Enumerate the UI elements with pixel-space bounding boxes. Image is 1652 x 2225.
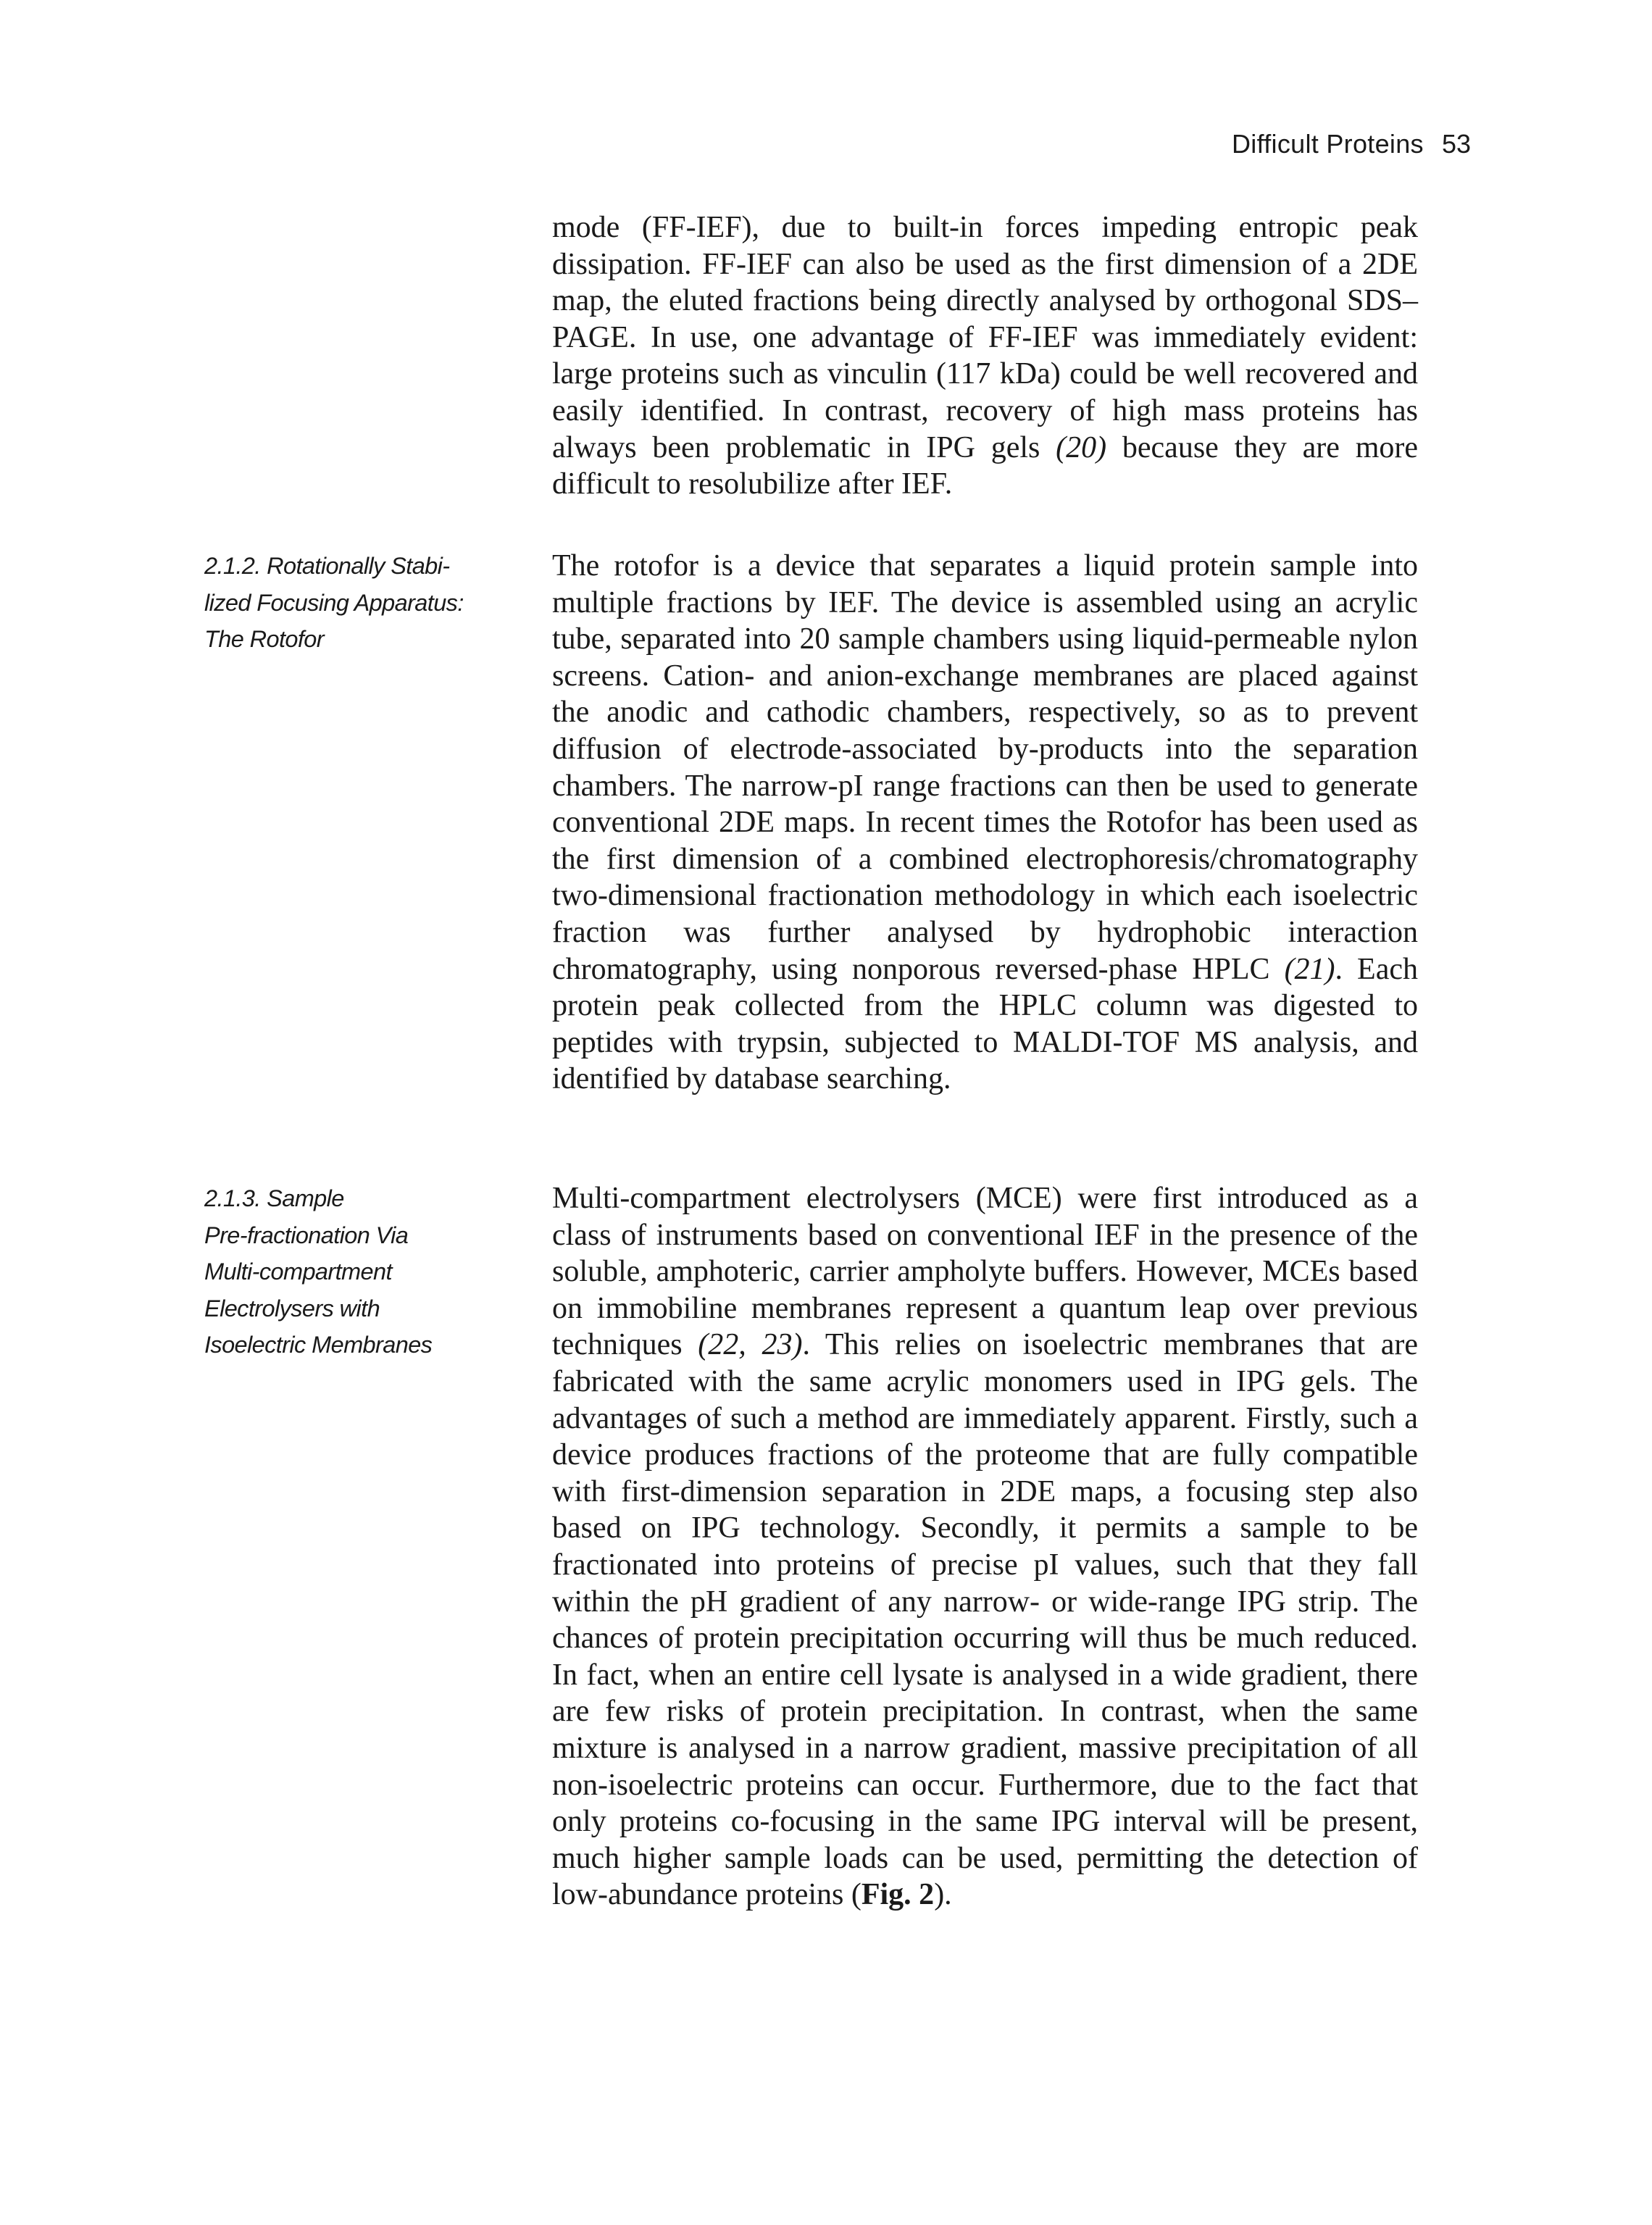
heading-line: The Rotofor xyxy=(204,626,325,653)
figure-reference: Fig. 2 xyxy=(861,1878,935,1912)
heading-line: 2.1.2. Rotationally Stabi- xyxy=(204,553,450,579)
section-heading-2-1-3 xyxy=(204,1180,487,1364)
running-header xyxy=(1232,129,1471,172)
text-run: mode (FF-IEF), due to built-in forces impeding entropic peak dissipation. FF-IEF can also be used as the first dimension of a 2DE map, the eluted fractions being directly analysed by orthogonal SDS–PAGE. In use, one advantage of FF-IEF was immediately evident: large proteins such as vinculin (117 kDa) could be well recovered and easily identified. In contrast, recovery of high mass proteins has always been problematic in IPG gels xyxy=(552,211,1418,464)
text-run: The rotofor is a device that separates a liquid protein sample into multiple fractions by IEF. The device is assembled using an acrylic tube, separated into 20 sample chambers using liquid-permeable nylon screens. Cation- and anion-exchange membranes are placed against the anodic and cathodic chambers, respectively, so as to prevent diffusion of electrode-associated by-products into the separation chambers. The narrow-pI range fractions can then be used to generate conventional 2DE maps. In recent times the Rotofor has been used as the first dimension of a combined electrophoresis/chromatography two-dimensional fractionation methodology in which each isoelectric fraction was further analysed by hydrophobic interaction chromatography, using nonporous reversed-phase HPLC xyxy=(552,549,1418,986)
citation: (20) xyxy=(1056,430,1107,464)
citation: (22, 23) xyxy=(698,1328,803,1362)
text-run: ). xyxy=(934,1878,952,1912)
text-run: Multi-compartment electrolysers (MCE) were first introduced as a class of instruments based on conventional IEF in the presence of the soluble, amphoteric, carrier ampholyte buffers. However, MCEs based on immobiline membranes represent a quantum leap over previous techniques xyxy=(552,1182,1418,1362)
paragraph-mce xyxy=(552,1180,1418,1913)
heading-line: Electrolysers with xyxy=(204,1295,380,1322)
heading-line: Pre-fractionation Via xyxy=(204,1222,409,1248)
text-run: . This relies on isoelectric membranes that are fabricated with the same acrylic monomers used in IPG gels. The advantages of such a method are immediately apparent. Firstly, such a device produces fractions of the proteome that are fully compatible with first-dimension separation in 2DE maps, a focusing step also based on IPG technology. Secondly, it permits a sample to be fractionated into proteins of precise pI values, such that they fall within the pH gradient of any narrow- or wide-range IPG strip. The chances of protein precipitation occurring will thus be much reduced. In fact, when an entire cell lysate is analysed in a wide gradient, there are few risks of protein precipitation. In contrast, when the same mixture is analysed in a narrow gradient, massive precipitation of all non-isoelectric proteins can occur. Furthermore, due to the fact that only proteins co-focusing in the same IPG interval will be present, much higher sample loads can be used, permitting the detection of low-abundance proteins ( xyxy=(552,1328,1418,1912)
heading-line: lized Focusing Apparatus: xyxy=(204,589,464,616)
heading-line: Multi-compartment xyxy=(204,1258,392,1285)
section-heading-2-1-2 xyxy=(204,548,487,658)
paragraph-ff-ief xyxy=(552,209,1418,503)
text-run: because they are more difficult to resolubilize after IEF. xyxy=(552,430,1419,501)
heading-line: Isoelectric Membranes xyxy=(204,1332,433,1358)
running-title: Difficult Proteins xyxy=(1232,129,1424,159)
heading-line: 2.1.3. Sample xyxy=(204,1185,344,1211)
paragraph-rotofor xyxy=(552,548,1418,1098)
page-number: 53 xyxy=(1441,129,1471,159)
text-run: . Each protein peak collected from the HPLC column was digested to peptides with trypsin, subjected to MALDI-TOF MS analysis, and identified by database searching. xyxy=(552,952,1418,1096)
citation: (21) xyxy=(1284,952,1335,986)
